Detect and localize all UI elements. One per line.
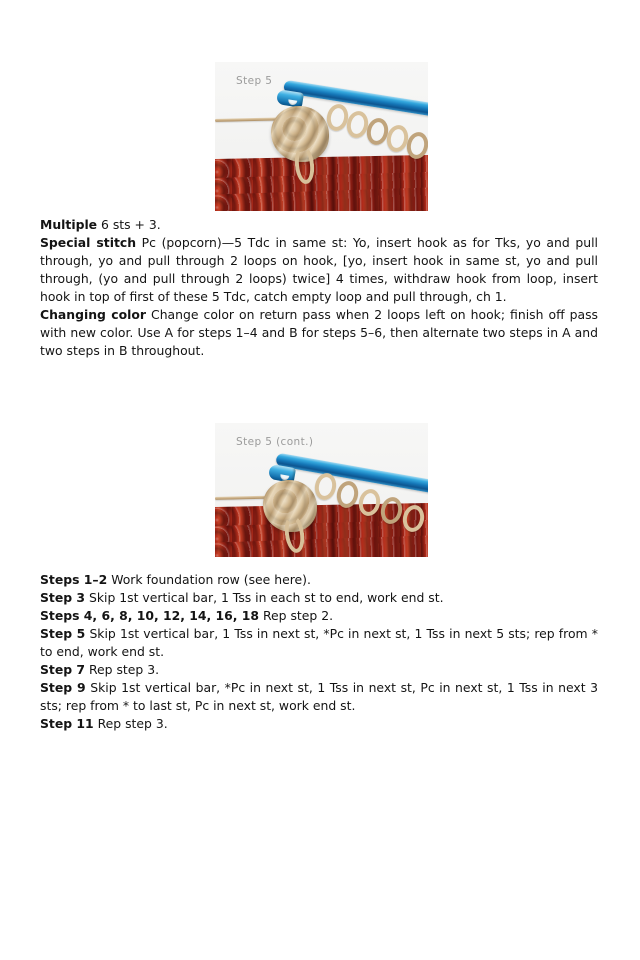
step-lead: Step 7: [40, 662, 86, 678]
step-line-9: [40, 679, 598, 715]
paragraph-changing-color: [40, 306, 598, 360]
figure-step-5: [215, 62, 428, 211]
step-body: Skip 1st vertical bar, 1 Tss in next st, *Pc in next st, 1 Tss in next 5 sts; rep from * to end, work end st.: [40, 626, 598, 660]
paragraph-lead: Special stitch: [40, 235, 137, 251]
step-lead: Step 5: [40, 626, 86, 642]
step-lead: Step 9: [40, 680, 86, 696]
step-line-11: [40, 715, 598, 733]
step-lead: Steps 4, 6, 8, 10, 12, 14, 16, 18: [40, 608, 260, 624]
paragraph-lead: Multiple: [40, 217, 98, 232]
step-line-1-2: [40, 571, 598, 589]
step-body: Work foundation row (see here).: [107, 572, 311, 587]
step-body: Skip 1st vertical bar, *Pc in next st, 1 Tss in next st, Pc in next st, 1 Tss in next 3 sts; rep from * to last st, Pc in next st, work end st.: [40, 680, 598, 714]
step-lead: Step 3: [40, 590, 86, 606]
step-lead: Steps 1–2: [40, 572, 108, 587]
paragraph-multiple: [40, 216, 598, 234]
step-body: Rep step 3.: [85, 662, 160, 678]
step-body: Skip 1st vertical bar, 1 Tss in each st to end, work end st.: [85, 590, 444, 606]
paragraph-lead: Changing color: [40, 307, 147, 323]
paragraph-body: Pc (popcorn)—5 Tdc in same st: Yo, insert hook as for Tks, yo and pull through, yo and pull through 2 loops on hook, [yo, insert hook in same st, yo and pull through, (yo and pull through 2 loops) twice] 4 times, withdraw hook from loop, insert hook in top of first of these 5 Tdc, catch empty loop and pull through, ch 1.: [40, 235, 598, 305]
step-line-7: [40, 661, 598, 679]
instructions-intro-block: [40, 216, 598, 360]
step-line-5: [40, 625, 598, 661]
figure-caption: Step 5 (cont.): [236, 436, 314, 448]
figure-step-5-cont: [215, 423, 428, 557]
step-body: Rep step 2.: [259, 608, 334, 624]
crochet-fabric: [215, 151, 428, 211]
paragraph-body: 6 sts + 3.: [97, 217, 161, 232]
step-line-even: [40, 607, 598, 625]
paragraph-body: Change color on return pass when 2 loops left on hook; finish off pass with new color. Use A for steps 1–4 and B for steps 5–6, then alternate two steps in A and two steps in B throughout.: [40, 307, 598, 359]
figure-caption: Step 5: [236, 75, 273, 87]
step-body: Rep step 3.: [93, 716, 168, 732]
step-line-3: [40, 589, 598, 607]
instructions-steps-block: [40, 571, 598, 733]
paragraph-special-stitch: [40, 234, 598, 306]
step-lead: Step 11: [40, 716, 94, 732]
